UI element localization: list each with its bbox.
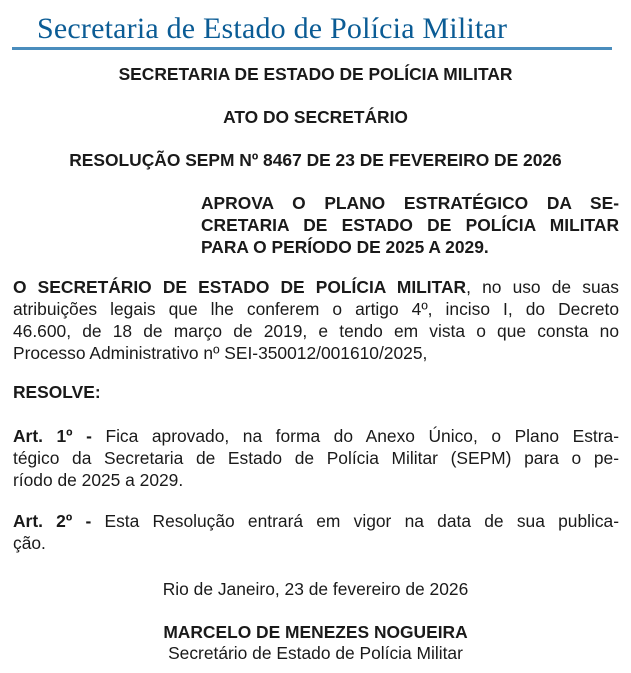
article-label: Art. 1º -	[13, 426, 92, 446]
article-2	[13, 510, 619, 554]
article-text: Fica aprovado, na forma do Anexo Único, o Plano Estra-	[91, 426, 619, 446]
article-text: ção.	[13, 533, 46, 553]
summary-line: CRETARIA DE ESTADO DE POLÍCIA MILITAR	[201, 215, 619, 235]
preamble-subject: O SECRETÁRIO DE ESTADO DE POLÍCIA MILITAR	[13, 277, 467, 297]
preamble-paragraph	[13, 276, 619, 364]
article-text: tégico da Secretaria de Estado de Polícia Militar (SEPM) para o pe-	[13, 448, 619, 468]
article-1	[13, 425, 619, 491]
resolution-summary	[201, 192, 619, 258]
resolve-label: RESOLVE:	[13, 382, 101, 402]
article-text: ríodo de 2025 a 2029.	[13, 470, 184, 490]
section-header-title: Secretaria de Estado de Polícia Militar	[37, 12, 508, 45]
preamble-text: , no uso de suas	[466, 277, 619, 297]
header-divider	[12, 47, 612, 50]
summary-line: PARA O PERÍODO DE 2025 A 2029.	[201, 237, 489, 257]
signatory-role: Secretário de Estado de Polícia Militar	[168, 643, 463, 663]
act-type-heading: ATO DO SECRETÁRIO	[223, 107, 408, 127]
article-text: Esta Resolução entrará em vigor na data de sua publica-	[91, 511, 620, 531]
preamble-text: atribuições legais que lhe conferem o artigo 4º, inciso I, do Decreto	[13, 299, 619, 319]
article-label: Art. 2º -	[13, 511, 92, 531]
summary-line: APROVA O PLANO ESTRATÉGICO DA SE-	[201, 193, 619, 213]
preamble-text: 46.600, de 18 de março de 2019, e tendo em vista o que consta no	[13, 321, 619, 341]
place-date: Rio de Janeiro, 23 de fevereiro de 2026	[162, 579, 469, 599]
resolution-title: RESOLUÇÃO SEPM Nº 8467 DE 23 DE FEVEREIRO DE 2026	[69, 150, 562, 170]
signatory-name: MARCELO DE MENEZES NOGUEIRA	[163, 622, 468, 642]
preamble-text: Processo Administrativo nº SEI-350012/001610/2025,	[13, 343, 428, 363]
organ-heading: SECRETARIA DE ESTADO DE POLÍCIA MILITAR	[118, 64, 513, 84]
